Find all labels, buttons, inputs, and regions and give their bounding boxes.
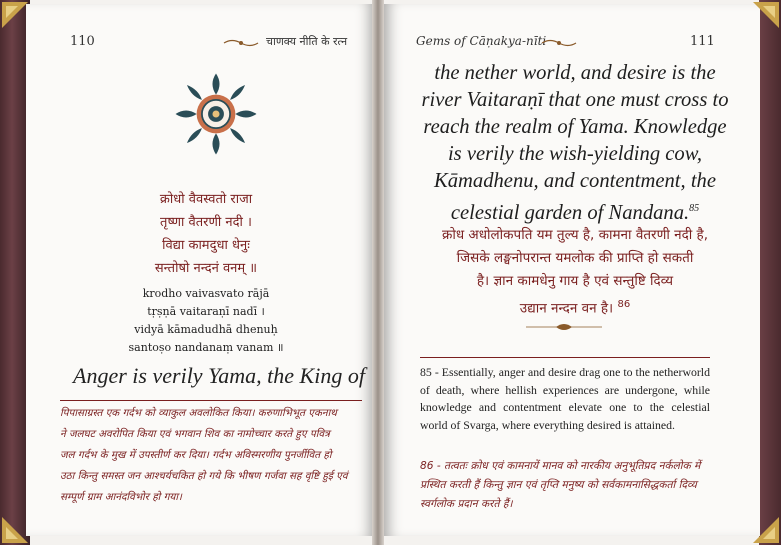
left-hindi-notes bbox=[60, 403, 360, 508]
verse-line: सन्तोषो नन्दनं वनम् ॥ bbox=[154, 261, 258, 276]
english-translation-start: Anger is verily Yama, the King of bbox=[73, 363, 365, 388]
divider bbox=[420, 357, 710, 358]
left-page-number: 110 bbox=[70, 34, 95, 49]
note-line: उठा किन्तु समस्त जन आश्चर्यचकित हो गये कि भीषण गर्जवा सह वृष्टि हुई एवं bbox=[60, 470, 348, 482]
hindi-translation bbox=[414, 224, 736, 321]
translit-line: krodho vaivasvato rājā bbox=[142, 287, 270, 300]
note-line: पिपासाग्रस्त एक गर्दभ को व्याकुल अवलोकित किया। करुणाभिभूत एकनाथ bbox=[60, 407, 337, 419]
book-gutter bbox=[372, 0, 384, 545]
sanskrit-verse bbox=[56, 188, 356, 280]
flourish-icon bbox=[540, 38, 578, 48]
note-line: सम्पूर्ण ग्राम आनंदविभोर हो गया। bbox=[60, 491, 182, 503]
verse-line: क्रोधो वैवस्वतो राजा bbox=[159, 192, 253, 207]
english-line: Kāmadhenu, and contentment, the bbox=[434, 170, 716, 192]
translit-line: vidyā kāmadudhā dhenuḥ bbox=[134, 323, 278, 336]
footnote-line: 86 - तत्वतः क्रोध एवं कामनायें मानव को नारकीय अनुभूतिप्रद नर्कलोक में bbox=[420, 460, 701, 472]
gold-corner-icon bbox=[2, 517, 28, 543]
gold-corner-icon bbox=[753, 2, 779, 28]
footnote-marker: 86 bbox=[617, 299, 631, 310]
hindi-line: उद्यान नन्दन वन है। $^{86}$ bbox=[519, 299, 631, 317]
note-line: ने जलघट अवरोपित किया एवं भगवान शिव का नामोच्चार करते हुए पवित्र bbox=[60, 428, 330, 440]
verse-line: तृष्णा वैतरणी नदी । bbox=[160, 215, 252, 230]
footnote-line: प्रस्थित करती हैं किन्तु ज्ञान एवं तृप्ति मनुष्य को सर्वकामनासिद्धकर्ता दिव्य bbox=[420, 479, 697, 491]
translit-line: tṛṣṇā vaitaraṇī nadī । bbox=[147, 305, 265, 318]
transliteration bbox=[56, 285, 356, 357]
book-cover-right bbox=[759, 0, 781, 545]
hindi-line: है। ज्ञान कामधेनु गाय है एवं सन्तुष्टि दिव्य bbox=[476, 273, 674, 289]
divider bbox=[60, 400, 362, 401]
left-running-head: चाणक्य नीति के रत्न bbox=[266, 35, 348, 48]
verse-line: विद्या कामदुधा धेनुः bbox=[162, 238, 250, 253]
mandala-icon bbox=[172, 70, 260, 158]
flourish-icon bbox=[222, 38, 260, 48]
footnote-english: 85 - Essentially, anger and desire drag one to the netherworld of death, where hellish experiences are undergone, while knowledge and contentment elevate one to the celestial world of Svarga, where everything desired is attained. bbox=[420, 365, 710, 432]
english-translation bbox=[410, 60, 740, 227]
translit-line: santoṣo nandanaṃ vanam ॥ bbox=[128, 341, 284, 354]
english-line: is verily the wish-yielding cow, bbox=[447, 143, 703, 165]
hindi-line: जिसके लङ्घनोपरान्त यमलोक की प्राप्ति हो सकती bbox=[456, 250, 694, 266]
note-line: जल गर्दभ के मुख में उपस्तीर्ण कर दिया। गर्दभ अविस्मरणीय पुनर्जीवित हो bbox=[60, 449, 332, 461]
ornament-icon bbox=[526, 321, 602, 333]
english-line: reach the realm of Yama. Knowledge bbox=[423, 116, 727, 138]
english-line: celestial garden of Nandana.$^{85}$ bbox=[450, 201, 700, 224]
hindi-line: क्रोध अधोलोकपति यम तुल्य है, कामना वैतरणी नदी है, bbox=[441, 227, 709, 243]
gold-corner-icon bbox=[2, 2, 28, 28]
footnote-hindi bbox=[420, 457, 710, 514]
footnote-marker: 85 bbox=[689, 203, 700, 214]
english-line: river Vaitaraṇī that one must cross to bbox=[421, 89, 729, 111]
right-page-number: 111 bbox=[690, 34, 715, 49]
english-line: the nether world, and desire is the bbox=[434, 62, 716, 84]
right-running-head: Gems of Cāṇakya-nīti bbox=[416, 34, 547, 48]
footnote-line: स्वर्गलोक प्रदान करते हैं। bbox=[420, 498, 513, 510]
gold-corner-icon bbox=[753, 517, 779, 543]
